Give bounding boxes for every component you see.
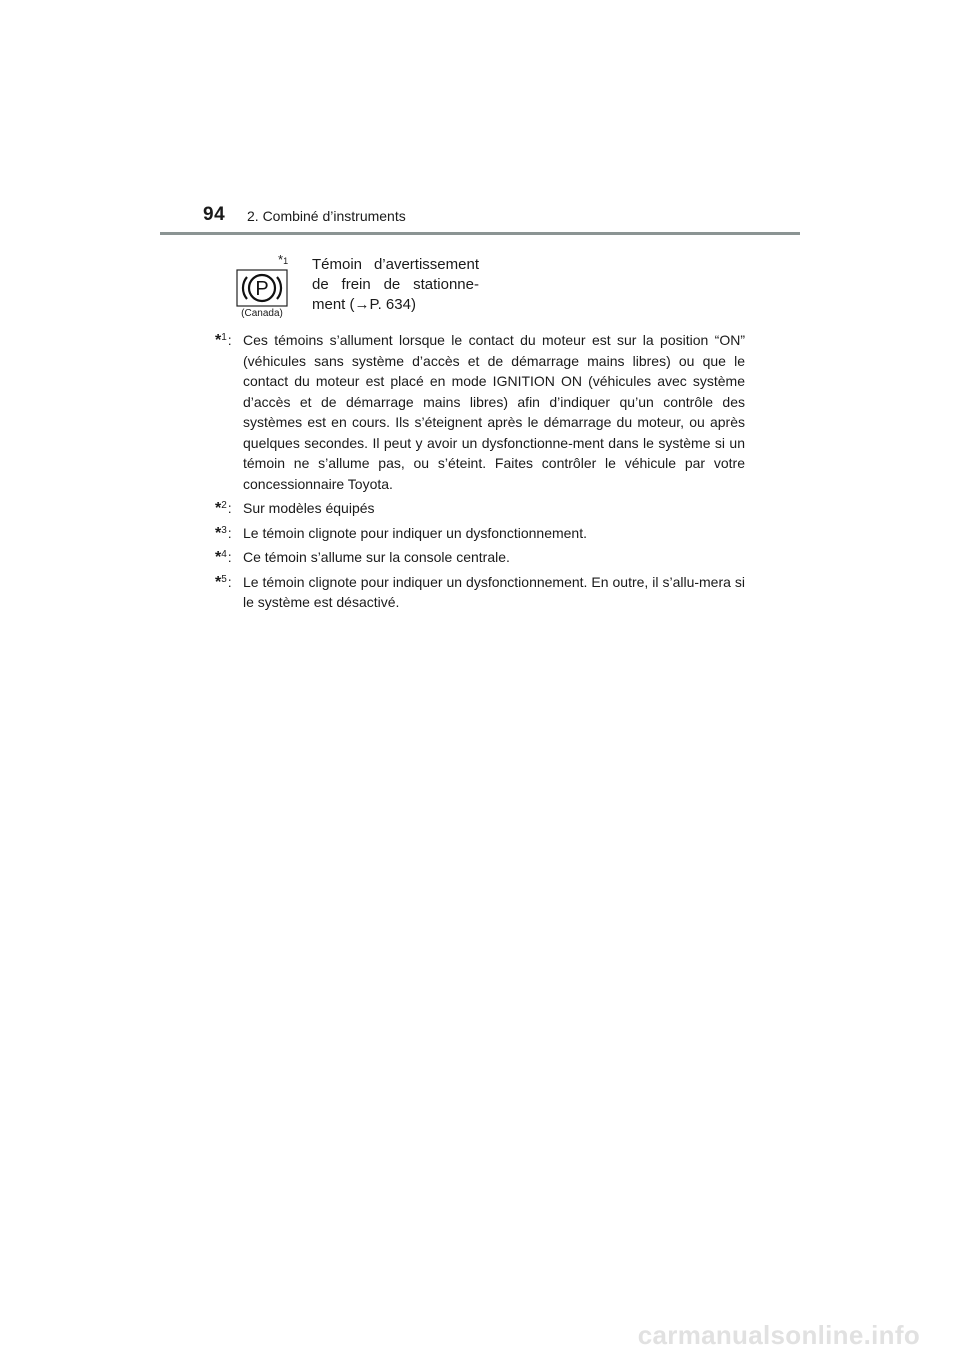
footnote-marker: *$^5$: — [215, 573, 232, 591]
header-divider — [160, 232, 800, 235]
footnote-2 — [215, 498, 745, 519]
footnote-text: Sur modèles équipés — [243, 500, 375, 516]
footnotes — [215, 330, 745, 617]
svg-text:P: P — [255, 278, 269, 300]
footnote-text: Le témoin clignote pour indiquer un dysfonctionnement. En outre, il s’allu-mera si le système est désactivé. — [243, 573, 745, 610]
footnote-marker: *$^3$: — [215, 524, 232, 542]
footnote-marker: *$^2$: — [215, 500, 232, 517]
footnote-3 — [215, 523, 745, 544]
footnote-marker: *$^1$: — [215, 332, 232, 349]
footnote-1 — [215, 330, 745, 494]
page-number: 94 — [203, 204, 226, 225]
parking-brake-warning-icon — [236, 269, 288, 307]
footnote-5 — [215, 572, 745, 613]
section-title: 2. Combiné d’instruments — [247, 208, 406, 224]
footnote-text: Ce témoin s’allume sur la console centrale. — [243, 549, 510, 565]
watermark: carmanualsonline.info — [637, 1320, 920, 1350]
footnote-4 — [215, 547, 745, 568]
icon-caption: (Canada) — [241, 308, 283, 319]
icon-footnote-mark: *1 — [278, 252, 289, 267]
footnote-marker: *$^4$: — [215, 549, 232, 566]
footnote-text: Le témoin clignote pour indiquer un dysfonctionnement. — [243, 524, 587, 541]
footnote-text: Ces témoins s’allument lorsque le contact du moteur est sur la position “ON” (véhicules sans système d’accès et de démarrage mains libres) ou que le contact du moteur est placé en mode IGNITION ON (véhicules avec système d’accès et de démarrage mains libres) afin d’indiquer qu’un contrôle des systèmes est en cours. Ils s’éteignent après le démarrage du moteur, ou après quelques secondes. Il peut y avoir un dysfonctionne-ment dans le système si un témoin ne s’allume pas, ou s’éteint. Faites contrôler le véhicule par votre concessionnaire Toyota. — [243, 332, 745, 492]
indicator-description: Témoin d’avertissement de frein de stationne-ment (→P. 634) — [312, 256, 479, 313]
